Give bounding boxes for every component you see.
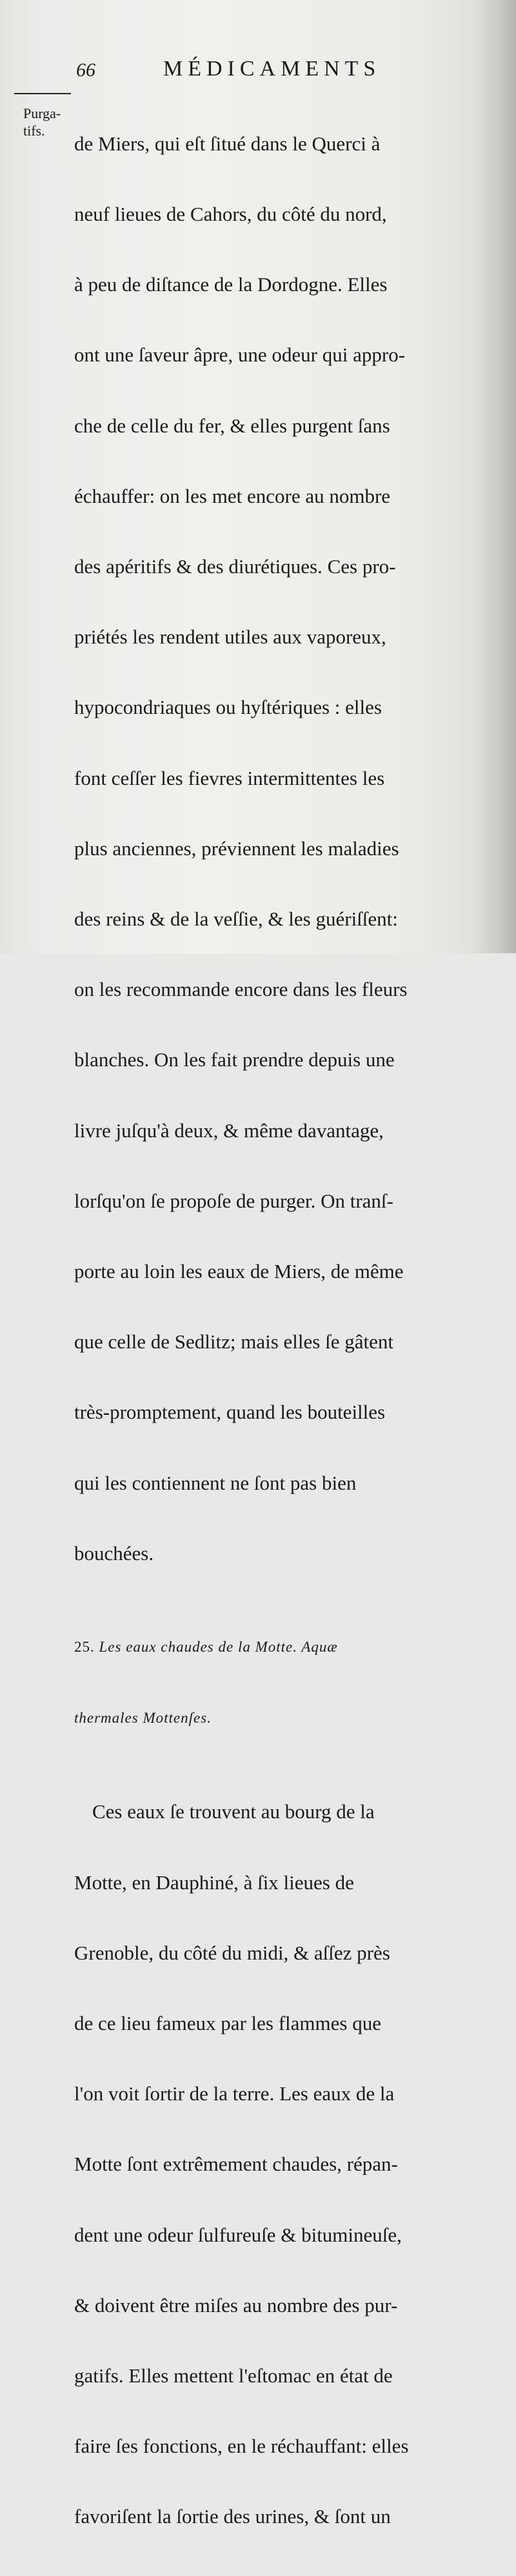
text-line: che de celle du fer, & elles purgent ſans: [74, 414, 390, 437]
text-line: bouchées.: [74, 1541, 154, 1565]
margin-note-line: tifs.: [23, 123, 45, 139]
text-line: plus anciennes, préviennent les maladies: [74, 837, 399, 860]
text-line: Ces eaux ſe trouvent au bourg de la: [92, 1800, 375, 1823]
text-line: très-promptement, quand les bouteilles: [74, 1401, 386, 1424]
text-line: livre juſqu'à deux, & même davantage,: [74, 1119, 384, 1142]
margin-note-line: Purga-: [23, 105, 61, 121]
section-number: 25.: [74, 1639, 95, 1656]
text-line: dent une odeur ſulfureuſe & bitumineuſe,: [74, 2223, 402, 2246]
section-title: Les eaux chaudes de la Motte. Aquæ: [99, 1639, 338, 1656]
margin-note: [23, 105, 61, 139]
margin-rule: [14, 93, 71, 94]
text-line: à peu de diſtance de la Dordogne. Elles: [74, 273, 388, 296]
text-line: porte au loin les eaux de Miers, de même: [74, 1260, 404, 1283]
text-line: qui les contiennent ne ſont pas bien: [74, 1471, 357, 1494]
text-line: lorſqu'on ſe propoſe de purger. On tranſ-: [74, 1189, 393, 1212]
text-line: échauffer: on les met encore au nombre: [74, 484, 391, 507]
text-line: favoriſent la ſortie des urines, & ſont un: [74, 2505, 391, 2528]
text-line: & doivent être miſes au nombre des pur-: [74, 2293, 398, 2317]
text-line: hypocondriaques ou hyſtériques : elles: [74, 696, 382, 719]
page-text: [74, 85, 487, 2576]
text-line: font ceſſer les fievres intermittentes les: [74, 766, 385, 789]
text-line: blanches. On les fait prendre depuis une: [74, 1048, 395, 1071]
text-line: Motte, en Dauphiné, à ſix lieues de: [74, 1871, 354, 1894]
text-line: gatifs. Elles mettent l'eſtomac en état de: [74, 2364, 393, 2387]
section-latin-title: thermales Mottenſes.: [74, 1709, 212, 1726]
text-line: de ce lieu fameux par les flammes que: [74, 2011, 381, 2034]
text-line: faire ſes fonctions, en le réchauffant: elles: [74, 2435, 409, 2458]
text-line: des apéritifs & des diurétiques. Ces pro-: [74, 555, 396, 578]
text-line: que celle de Sedlitz; mais elles ſe gâtent: [74, 1330, 393, 1354]
page-header: [76, 57, 437, 83]
text-line: priétés les rendent utiles aux vaporeux,: [74, 625, 386, 649]
text-line: l'on voit ſortir de la terre. Les eaux de la: [74, 2082, 395, 2105]
section-heading-line: [74, 1636, 487, 1659]
text-line: de Miers, qui eſt ſitué dans le Querci à: [74, 132, 381, 155]
section-heading-line: [74, 1707, 487, 1730]
text-line: des reins & de la veſſie, & les guériſſent:: [74, 908, 398, 931]
running-head: MÉDICAMENTS: [163, 57, 381, 81]
page-number: 66: [76, 59, 95, 81]
text-line: on les recommande encore dans les fleurs: [74, 978, 408, 1001]
text-line: neuf lieues de Cahors, du côté du nord,: [74, 203, 387, 226]
text-line: Motte ſont extrêmement chaudes, répan-: [74, 2153, 398, 2176]
text-line: Grenoble, du côté du midi, & aſſez près: [74, 1941, 390, 1964]
text-line: ont une ſaveur âpre, une odeur qui appro-: [74, 343, 406, 367]
